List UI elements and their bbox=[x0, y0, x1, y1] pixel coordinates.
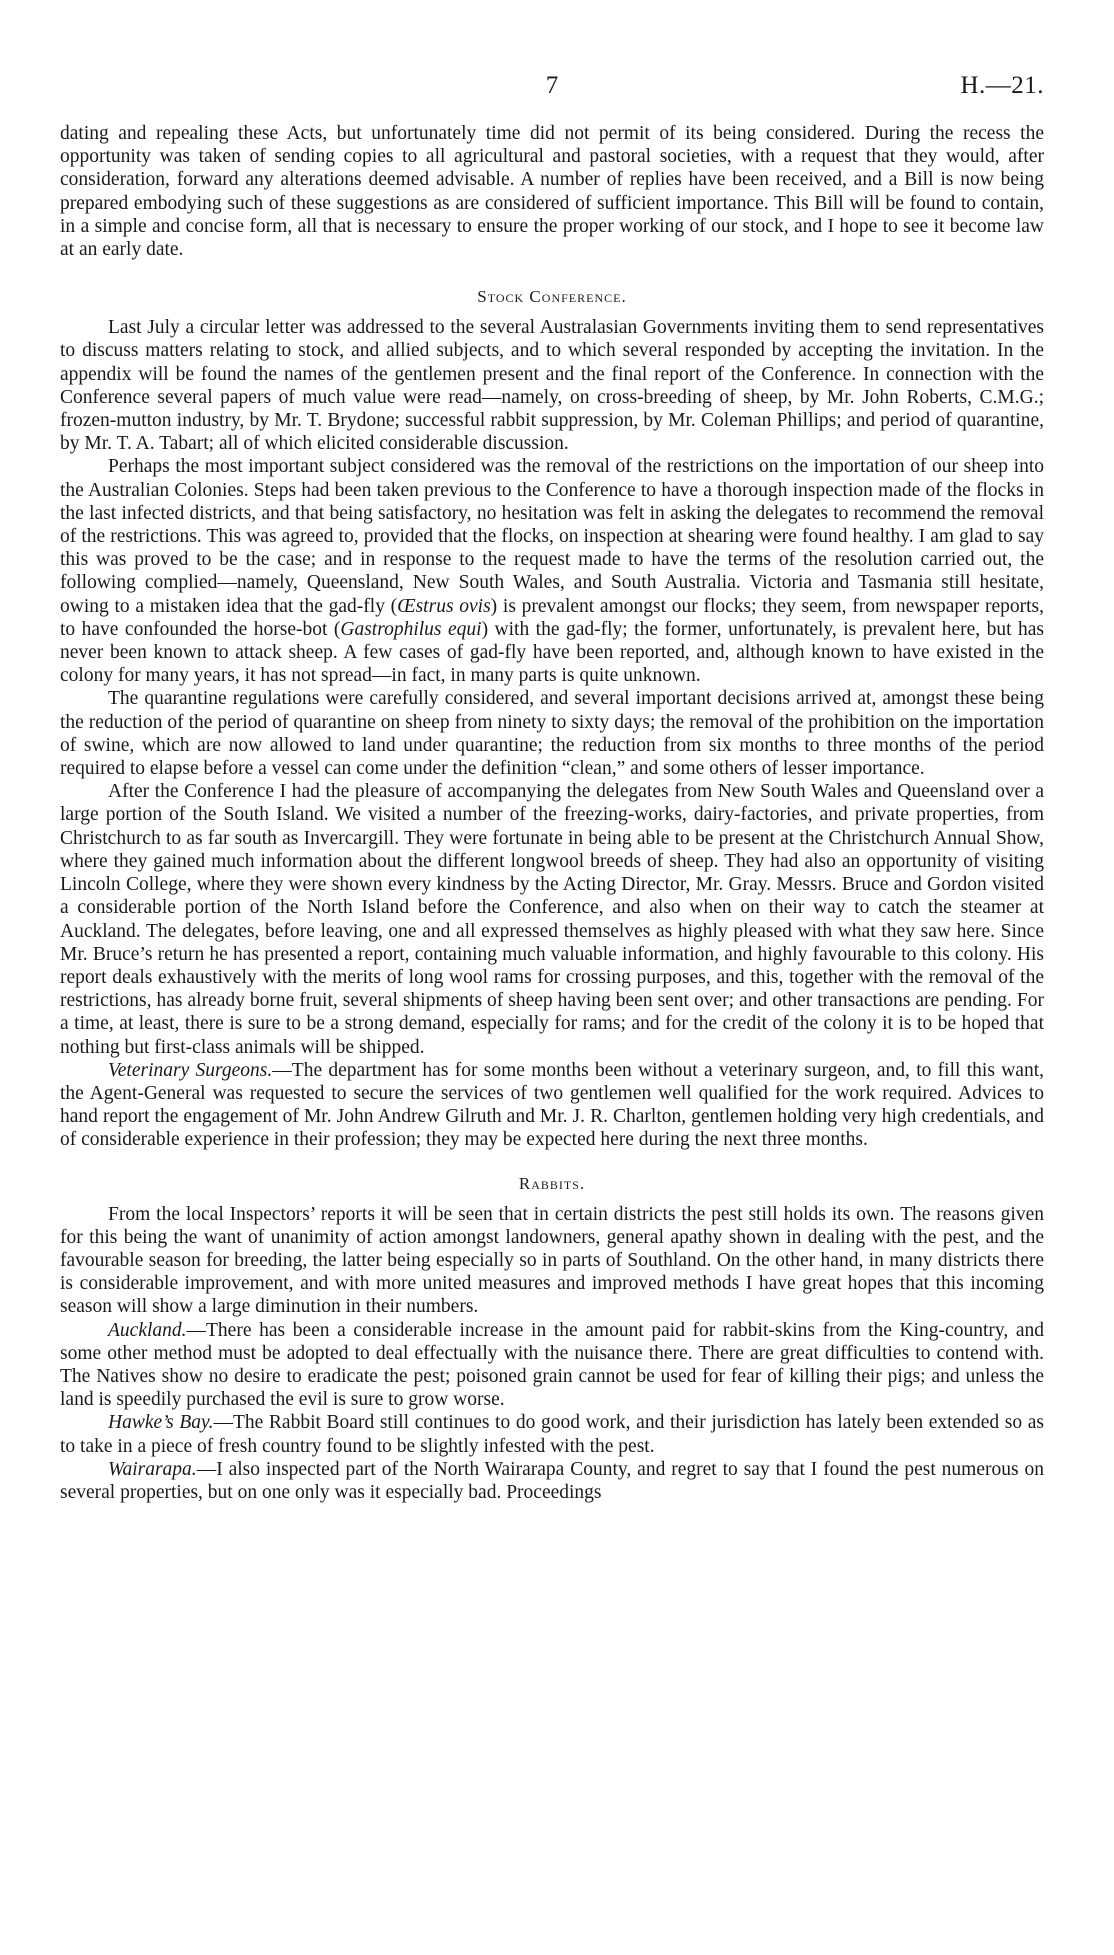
hawkes-bay-text: —The Rabbit Board still continues to do good work, and their jurisdiction has lately been extended so as to take in a piece of fresh country found to be slightly infested with the pest. bbox=[60, 1412, 1044, 1457]
document-reference: H.—21. bbox=[960, 72, 1044, 99]
wairarapa-label: Wairarapa. bbox=[108, 1458, 197, 1480]
veterinary-surgeons-text: —The department has for some months been without a veterinary surgeon, and, to fill this want, the Agent-General was requested to secure the services of two gentlemen well qualified for the work required. Advices to hand report the engagement of Mr. John Andrew Gilruth and Mr. J. R. Charlton, gentlemen holding very high credentials, and of considerable experience in their profession; they may be expected here during the next three months. bbox=[60, 1059, 1045, 1151]
stock-conference-paragraph-3: The quarantine regulations were carefully considered, and several important decisions arrived at, amongst these being the reduction of the period of quarantine on sheep from ninety to sixty days; the removal of the prohibition on the importation of swine, which are now allowed to land under quarantine; the reduction from six months to three months of the period required to elapse before a vessel can come under the definition “clean,” and some others of lesser importance. bbox=[60, 688, 1044, 780]
section-heading-stock-conference: Stock Conference. bbox=[477, 287, 627, 307]
page-number: 7 bbox=[545, 72, 559, 99]
auckland-text: —There has been a considerable increase in the amount paid for rabbit-skins from the King-country, and some other method must be adopted to deal effectually with the nuisance there. There are great difficulties to contend with. The Natives show no desire to eradicate the pest; poisoned grain cannot be used for fear of killing their pigs; and unless the land is speedily purchased the evil is sure to grow worse. bbox=[60, 1319, 1044, 1411]
auckland-paragraph bbox=[60, 1319, 1044, 1412]
gadfly-species: Œstrus ovis bbox=[397, 595, 491, 617]
veterinary-surgeons-paragraph bbox=[60, 1059, 1044, 1152]
rabbits-paragraph-1: From the local Inspectors’ reports it will be seen that in certain districts the pest still holds its own. The reasons given for this being the want of unanimity of action amongst landowners, general apathy shown in dealing with the pest, and the favourable season for breeding, the latter being especially so in parts of Southland. On the other hand, in many districts there is considerable improvement, and with more united measures and improved methods I have great hopes that this incoming season will show a large diminution in their numbers. bbox=[60, 1203, 1044, 1318]
document-page bbox=[60, 72, 1044, 1504]
p2-part-b: ) is prevalent amongst our flocks; they seem, from newspaper reports, to have confounded the horse-bot ( bbox=[60, 595, 1045, 640]
p2-part-c: ) with the gad-fly; the former, unfortunately, is prevalent here, but has never been known to attack sheep. A few cases of gad-fly have been reported, and, although known to have existed in the colony for many years, it has not spread—in fact, in many parts is quite unknown. bbox=[60, 618, 1045, 687]
stock-conference-paragraph-1: Last July a circular letter was addressed to the several Australasian Governments inviting them to send representatives to discuss matters relating to stock, and allied subjects, and to which several responded by accepting the invitation. In the appendix will be found the names of the gentlemen present and the final report of the Conference. In connection with the Conference several papers of much value were read—namely, on cross-breeding of sheep, by Mr. John Roberts, C.M.G.; frozen-mutton industry, by Mr. T. Brydone; successful rabbit suppression, by Mr. Coleman Phillips; and period of quarantine, by Mr. T. A. Tabart; all of which elicited considerable discussion. bbox=[60, 317, 1044, 455]
page-header bbox=[60, 72, 1044, 122]
stock-conference-paragraph-2 bbox=[60, 455, 1044, 687]
hawkes-bay-paragraph bbox=[60, 1411, 1044, 1457]
wairarapa-text: —I also inspected part of the North Wairarapa County, and regret to say that I found the pest numerous on several properties, but on one only was it especially bad. Proceedings bbox=[60, 1458, 1044, 1503]
body-text bbox=[60, 122, 1044, 1504]
horsebot-species: Gastrophilus equi bbox=[340, 618, 482, 640]
section-heading-rabbits: Rabbits. bbox=[518, 1173, 586, 1193]
p2-part-a: Perhaps the most important subject considered was the removal of the restrictions on the importation of our sheep into the Australian Colonies. Steps had been taken previous to the Conference to have a thorough inspection made of the flocks in the last infected districts, and that being satisfactory, no hesitation was felt in asking the delegates to recommend the removal of the restrictions. This was agreed to, provided that the flocks, on inspection at shearing were found healthy. I am glad to say this was proved to be the case; and in response to the request made to have the terms of the resolution carried out, the following complied—namely, Queensland, New South Wales, and South Australia. Victoria and Tasmania still hesitate, owing to a mistaken idea that the gad-fly ( bbox=[60, 456, 1044, 617]
stock-conference-paragraph-4: After the Conference I had the pleasure of accompanying the delegates from New South Wales and Queensland over a large portion of the South Island. We visited a number of the freezing-works, dairy-factories, and private properties, from Christchurch to as far south as Invercargill. They were fortunate in being able to be present at the Christchurch Annual Show, where they gained much information about the different longwool breeds of sheep. They had also an opportunity of visiting Lincoln College, where they were shown every kindness by the Acting Director, Mr. Gray. Messrs. Bruce and Gordon visited a considerable portion of the North Island before the Conference, and also when on their way to catch the steamer at Auckland. The delegates, before leaving, one and all expressed themselves as highly pleased with what they saw here. Since Mr. Bruce’s return he has presented a report, containing much valuable information, and highly favourable to this colony. His report deals exhaustively with the merits of long wool rams for crossing purposes, and this, together with the removal of the restrictions, has already borne fruit, several shipments of sheep having been sent over; and other transactions are pending. For a time, at least, there is sure to be a strong demand, especially for rams; and for the credit of the colony it is to be hoped that nothing but first-class animals will be shipped. bbox=[60, 781, 1044, 1058]
intro-paragraph: dating and repealing these Acts, but unfortunately time did not permit of its being considered. During the recess the opportunity was taken of sending copies to all agricultural and pastoral societies, with a request that they would, after consideration, forward any alterations deemed advisable. A number of replies have been received, and a Bill is now being prepared embodying such of these suggestions as are considered of sufficient importance. This Bill will be found to contain, in a simple and concise form, all that is necessary to ensure the proper working of our stock, and I hope to see it become law at an early date. bbox=[60, 123, 1044, 261]
auckland-label: Auckland. bbox=[108, 1319, 187, 1341]
veterinary-surgeons-label: Veterinary Surgeons. bbox=[108, 1059, 273, 1081]
hawkes-bay-label: Hawke’s Bay. bbox=[108, 1412, 214, 1434]
wairarapa-paragraph bbox=[60, 1458, 1044, 1504]
